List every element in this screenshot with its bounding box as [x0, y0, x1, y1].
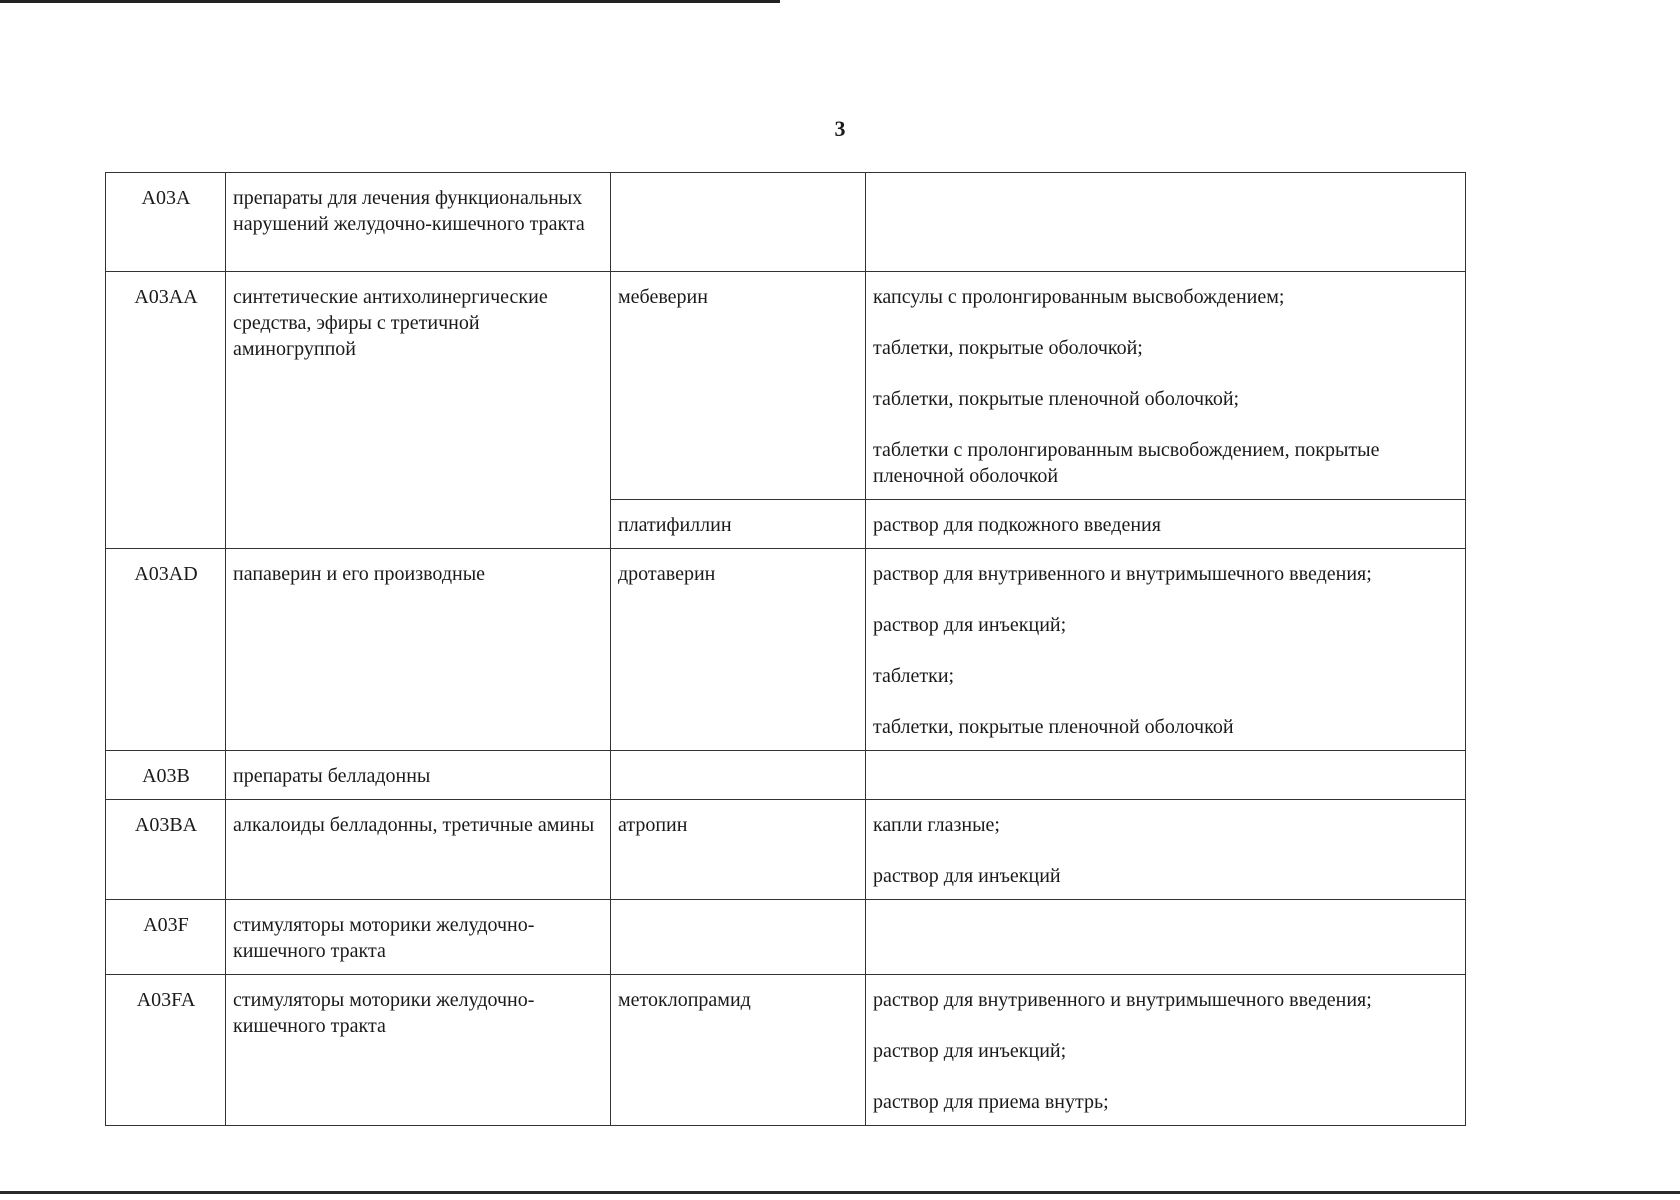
dosage-form-item: раствор для приема внутрь; — [873, 1091, 1109, 1113]
drug-name: метоклопрамид — [611, 975, 866, 1126]
drug-name — [611, 173, 866, 272]
dosage-form-item: таблетки с пролонгированным высвобождением, покрытые пленочной оболочкой — [873, 439, 1380, 487]
dosage-form-item: раствор для инъекций; — [873, 614, 1067, 636]
atc-code: A03F — [106, 900, 226, 975]
dosage-forms — [866, 173, 1466, 272]
drug-name: платифиллин — [611, 500, 866, 549]
dosage-form-item: раствор для инъекций; — [873, 1040, 1067, 1062]
atc-code: A03B — [106, 751, 226, 800]
atc-code: A03BA — [106, 800, 226, 900]
dosage-form-item: таблетки, покрытые пленочной оболочкой; — [873, 388, 1240, 410]
dosage-form-item: капли глазные; — [873, 814, 1000, 836]
drug-name — [611, 900, 866, 975]
table-row — [106, 975, 1466, 1126]
group-name: стимуляторы моторики желудочно-кишечного тракта — [226, 975, 611, 1126]
medication-table — [105, 172, 1466, 1126]
dosage-form-item: раствор для внутривенного и внутримышечного введения; — [873, 989, 1372, 1011]
dosage-forms — [866, 900, 1466, 975]
table-row — [106, 900, 1466, 975]
dosage-forms — [866, 549, 1466, 751]
group-name: синтетические антихолинергические средства, эфиры с третичной аминогруппой — [226, 272, 611, 549]
drug-name: атропин — [611, 800, 866, 900]
dosage-forms — [866, 975, 1466, 1126]
drug-name: мебеверин — [611, 272, 866, 500]
drug-name: дротаверин — [611, 549, 866, 751]
table-row — [106, 173, 1466, 272]
group-name: стимуляторы моторики желудочно-кишечного тракта — [226, 900, 611, 975]
atc-code: A03AD — [106, 549, 226, 751]
dosage-form-item: раствор для инъекций — [873, 865, 1061, 887]
table-row — [106, 549, 1466, 751]
atc-code: A03FA — [106, 975, 226, 1126]
dosage-form-item: таблетки, покрытые пленочной оболочкой — [873, 716, 1234, 738]
group-name: препараты белладонны — [226, 751, 611, 800]
group-name: папаверин и его производные — [226, 549, 611, 751]
dosage-form-item: капсулы с пролонгированным высвобождением; — [873, 286, 1285, 308]
dosage-form-item: таблетки; — [873, 665, 955, 687]
table-row — [106, 800, 1466, 900]
dosage-form-item: раствор для внутривенного и внутримышечного введения; — [873, 563, 1372, 585]
drug-name — [611, 751, 866, 800]
scan-border-top — [0, 0, 780, 3]
dosage-forms — [866, 500, 1466, 549]
dosage-forms — [866, 800, 1466, 900]
table-row — [106, 751, 1466, 800]
dosage-forms — [866, 751, 1466, 800]
group-name: алкалоиды белладонны, третичные амины — [226, 800, 611, 900]
dosage-form-item: таблетки, покрытые оболочкой; — [873, 337, 1143, 359]
table-row — [106, 272, 1466, 500]
atc-code: A03A — [106, 173, 226, 272]
atc-code: A03AA — [106, 272, 226, 549]
dosage-forms — [866, 272, 1466, 500]
scan-border-bottom — [0, 1191, 1680, 1194]
page-number: 3 — [834, 116, 846, 141]
dosage-form-item: раствор для подкожного введения — [873, 514, 1161, 536]
group-name: препараты для лечения функциональных нарушений желудочно-кишечного тракта — [226, 173, 611, 272]
